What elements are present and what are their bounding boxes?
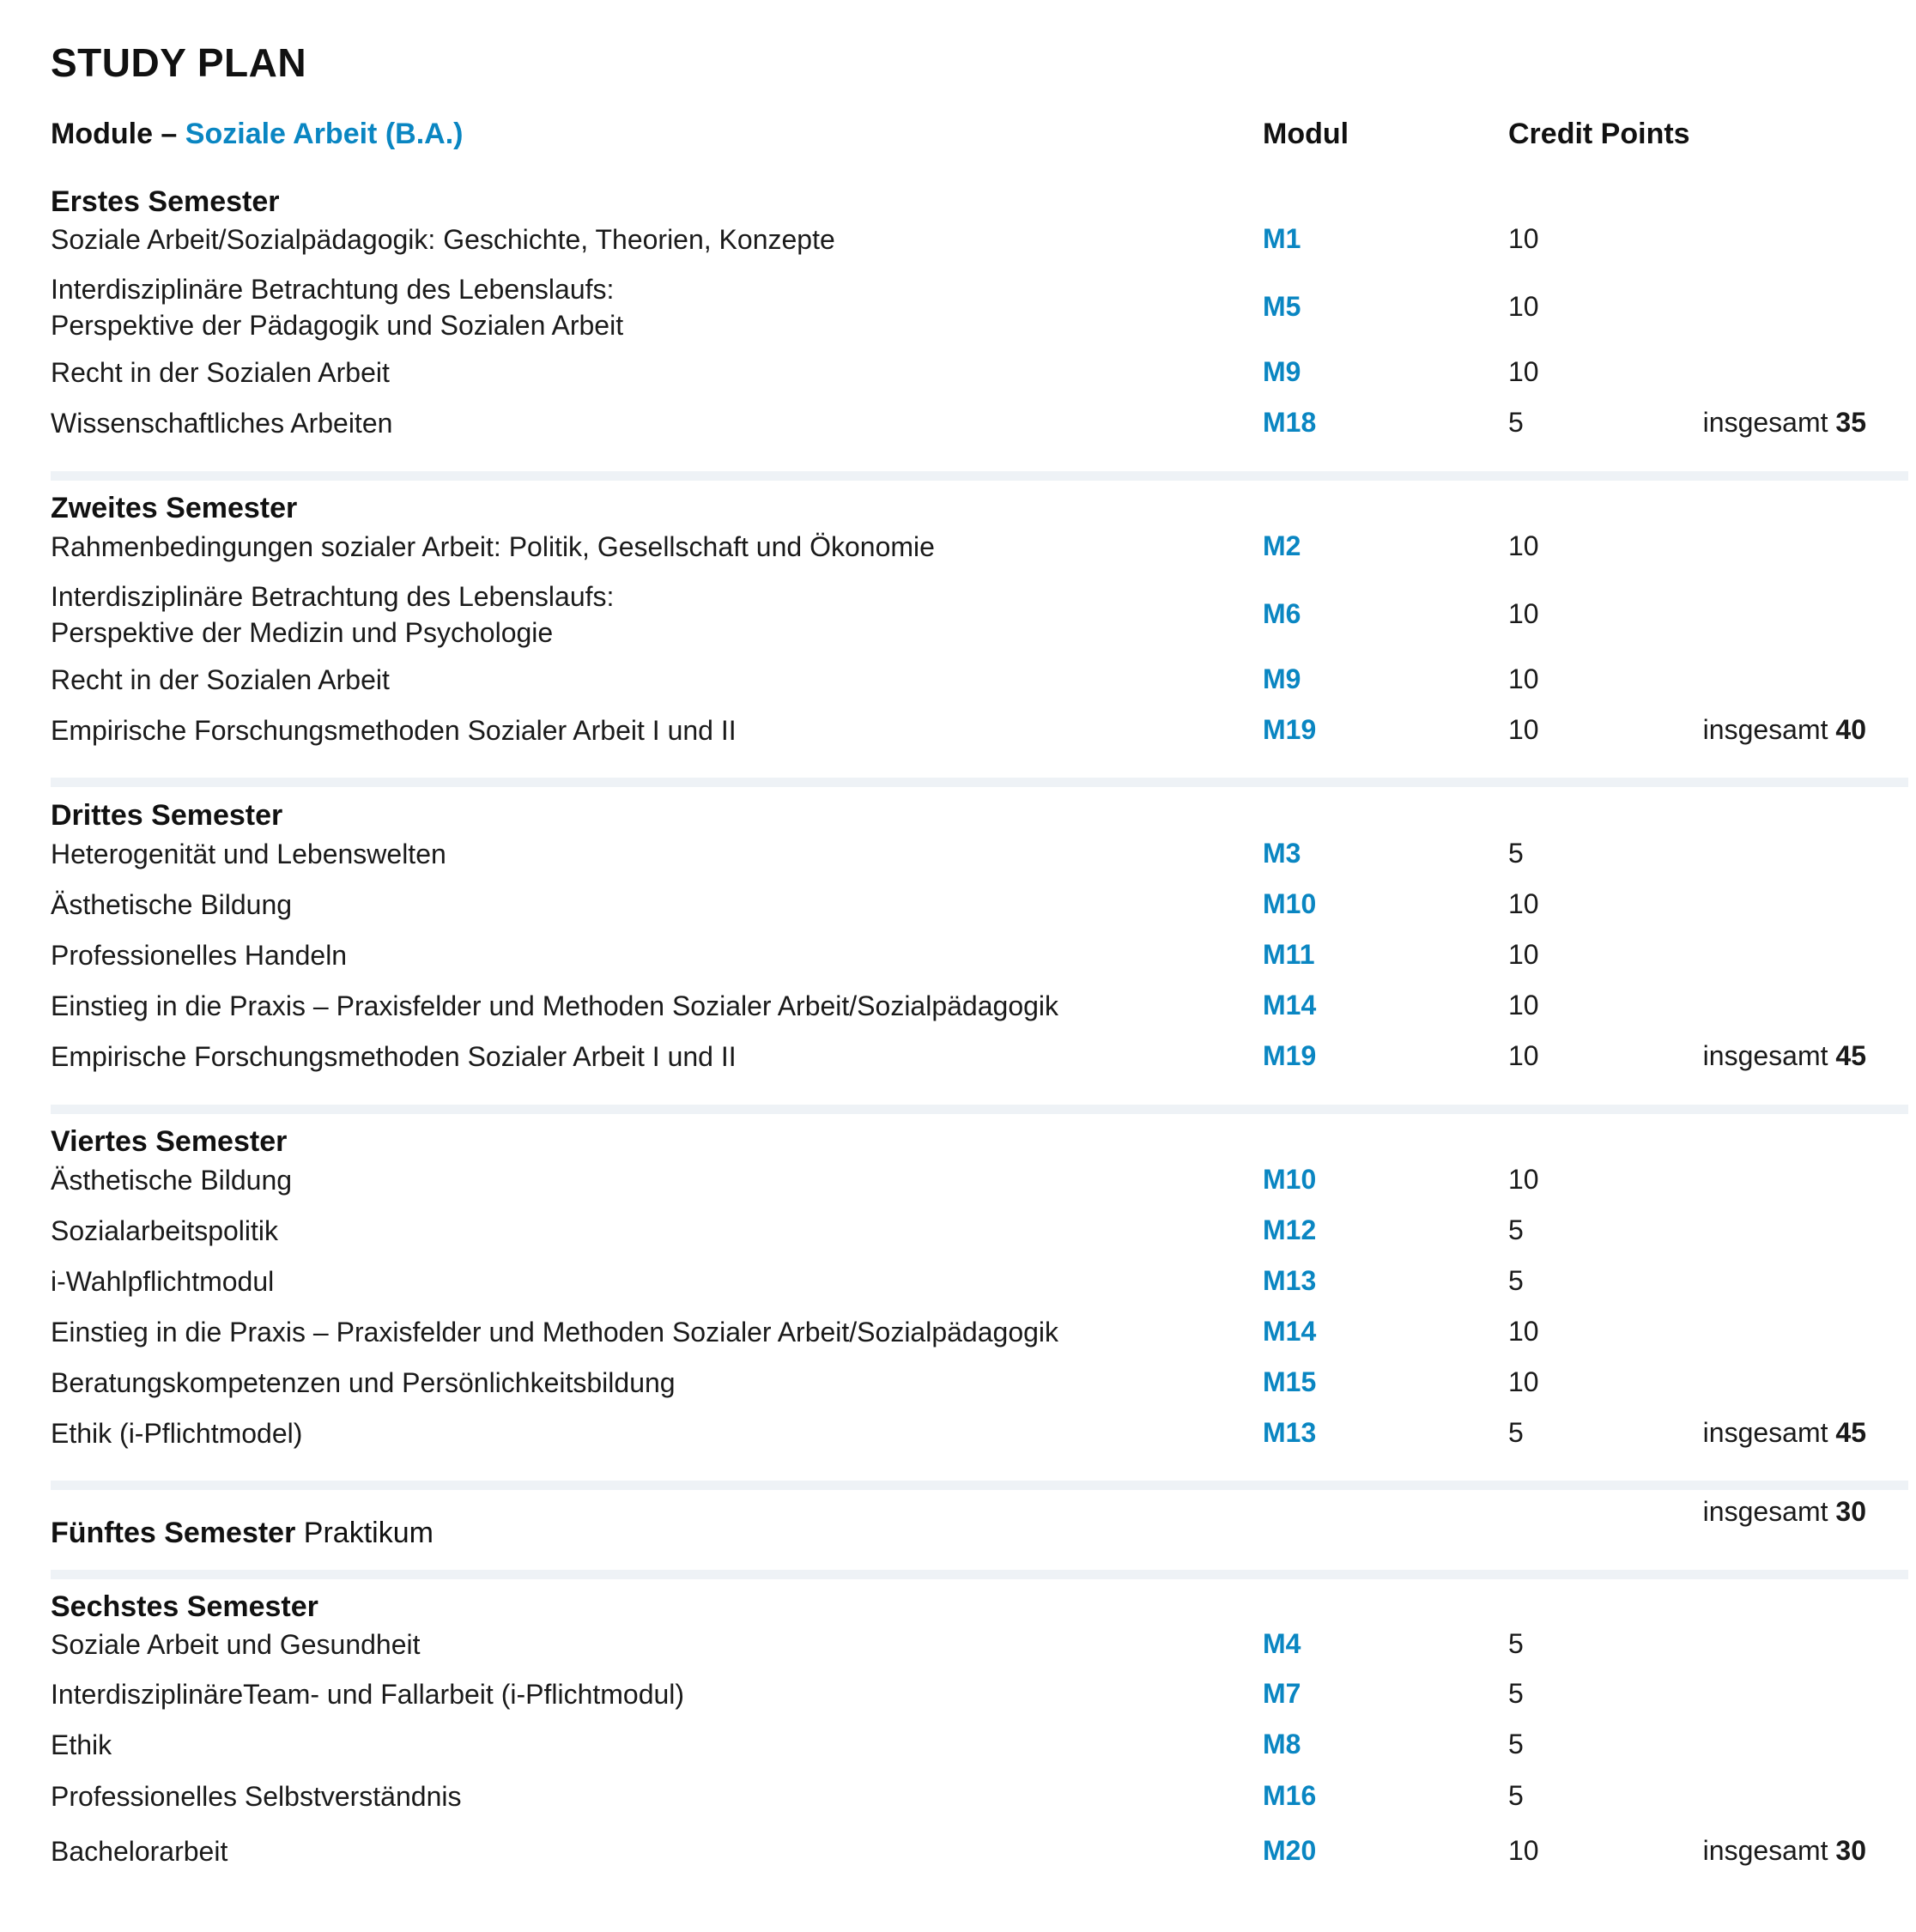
module-code: M13 bbox=[1263, 1417, 1317, 1448]
modul-column-header: Modul bbox=[1263, 118, 1349, 150]
module-code: M3 bbox=[1263, 838, 1301, 869]
module-code: M19 bbox=[1263, 714, 1317, 745]
semester-title-text: Erstes Semester bbox=[51, 185, 280, 218]
module-code: M7 bbox=[1263, 1678, 1301, 1709]
semester-title bbox=[51, 799, 282, 833]
module-code: M9 bbox=[1263, 663, 1301, 694]
module-name: Professionelles Selbstverständnis bbox=[51, 1781, 462, 1812]
semester-total-value: 45 bbox=[1835, 1040, 1866, 1071]
semester-total-label: insgesamt bbox=[1702, 407, 1836, 438]
credit-points-value: 5 bbox=[1508, 1628, 1524, 1659]
semester-title-text: Zweites Semester bbox=[51, 492, 298, 524]
semester-title bbox=[51, 1590, 318, 1624]
semester-total-value: 40 bbox=[1835, 714, 1866, 745]
module-code: M12 bbox=[1263, 1214, 1317, 1245]
credit-points-value: 5 bbox=[1508, 1678, 1524, 1709]
credit-points-value: 10 bbox=[1508, 598, 1539, 629]
module-name: Ethik bbox=[51, 1729, 112, 1760]
semester-total bbox=[1703, 407, 1866, 439]
semester-total bbox=[1703, 1496, 1866, 1528]
module-name: Ästhetische Bildung bbox=[51, 1165, 293, 1196]
semester-title bbox=[51, 1517, 434, 1550]
module-name: Rahmenbedingungen sozialer Arbeit: Politik, Gesellschaft und Ökonomie bbox=[51, 531, 935, 562]
module-name: Recht in der Sozialen Arbeit bbox=[51, 357, 390, 388]
semester-divider bbox=[51, 1481, 1908, 1490]
credit-points-column-header: Credit Points bbox=[1508, 118, 1690, 150]
credit-points-value: 5 bbox=[1508, 1729, 1524, 1759]
module-name: Wissenschaftliches Arbeiten bbox=[51, 408, 393, 439]
module-name: Beratungskompetenzen und Persönlichkeitsbildung bbox=[51, 1367, 676, 1398]
credit-points-value: 10 bbox=[1508, 663, 1539, 694]
module-code: M20 bbox=[1263, 1835, 1317, 1866]
credit-points-value: 10 bbox=[1508, 1366, 1539, 1397]
module-name: Soziale Arbeit/Sozialpädagogik: Geschichte, Theorien, Konzepte bbox=[51, 224, 835, 255]
credit-points-value: 10 bbox=[1508, 530, 1539, 561]
credit-points-value: 10 bbox=[1508, 1316, 1539, 1347]
semester-subtitle: Praktikum bbox=[303, 1517, 434, 1549]
module-code: M13 bbox=[1263, 1265, 1317, 1296]
semester-total-value: 45 bbox=[1835, 1417, 1866, 1448]
module-code: M19 bbox=[1263, 1040, 1317, 1071]
module-name: Einstieg in die Praxis – Praxisfelder und Methoden Sozialer Arbeit/Sozialpädagogik bbox=[51, 990, 1059, 1021]
credit-points-value: 10 bbox=[1508, 714, 1539, 745]
semester-title bbox=[51, 492, 297, 525]
semester-divider bbox=[51, 1570, 1908, 1579]
semester-total bbox=[1703, 1040, 1866, 1072]
semester-title bbox=[51, 1125, 287, 1159]
semester-divider bbox=[51, 778, 1908, 787]
semester-total-label: insgesamt bbox=[1702, 1417, 1836, 1448]
module-code: M6 bbox=[1263, 598, 1301, 629]
module-name: Heterogenität und Lebenswelten bbox=[51, 839, 446, 869]
module-code: M2 bbox=[1263, 530, 1301, 561]
credit-points-value: 5 bbox=[1508, 1780, 1524, 1811]
credit-points-value: 10 bbox=[1508, 1164, 1539, 1195]
module-name: Ethik (i-Pflichtmodel) bbox=[51, 1418, 303, 1449]
credit-points-value: 5 bbox=[1508, 1265, 1524, 1296]
page-title: STUDY PLAN bbox=[51, 40, 307, 85]
credit-points-value: 10 bbox=[1508, 1040, 1539, 1071]
header-dash: – bbox=[152, 118, 185, 150]
credit-points-value: 5 bbox=[1508, 1417, 1524, 1448]
module-name: Soziale Arbeit und Gesundheit bbox=[51, 1629, 421, 1660]
module-code: M9 bbox=[1263, 356, 1301, 387]
semester-title-text: Drittes Semester bbox=[51, 799, 283, 832]
module-code: M15 bbox=[1263, 1366, 1317, 1397]
semester-total-value: 35 bbox=[1835, 407, 1866, 438]
module-code: M16 bbox=[1263, 1780, 1317, 1811]
semester-total-label: insgesamt bbox=[1702, 1835, 1836, 1866]
semester-total-value: 30 bbox=[1835, 1496, 1866, 1527]
semester-total-label: insgesamt bbox=[1702, 1496, 1836, 1527]
module-name: Sozialarbeitspolitik bbox=[51, 1215, 279, 1246]
credit-points-value: 10 bbox=[1508, 291, 1539, 322]
module-code: M10 bbox=[1263, 888, 1317, 919]
module-name: Einstieg in die Praxis – Praxisfelder und Methoden Sozialer Arbeit/Sozialpädagogik bbox=[51, 1317, 1059, 1348]
semester-title bbox=[51, 185, 280, 219]
credit-points-value: 10 bbox=[1508, 888, 1539, 919]
credit-points-value: 10 bbox=[1508, 223, 1539, 254]
module-code: M14 bbox=[1263, 1316, 1317, 1347]
semester-divider bbox=[51, 471, 1908, 481]
semester-title-text: Sechstes Semester bbox=[51, 1590, 318, 1623]
credit-points-value: 10 bbox=[1508, 939, 1539, 970]
module-code: M1 bbox=[1263, 223, 1301, 254]
module-code: M18 bbox=[1263, 407, 1317, 438]
module-name: Interdisziplinäre Betrachtung des Lebenslaufs: Perspektive der Medizin und Psychologie bbox=[51, 581, 615, 648]
module-name: Bachelorarbeit bbox=[51, 1836, 228, 1867]
module-name: i-Wahlpflichtmodul bbox=[51, 1266, 275, 1297]
module-code: M4 bbox=[1263, 1628, 1301, 1659]
module-name: Empirische Forschungsmethoden Sozialer Arbeit I und II bbox=[51, 715, 737, 746]
semester-total-value: 30 bbox=[1835, 1835, 1866, 1866]
credit-points-value: 5 bbox=[1508, 407, 1524, 438]
module-name: Recht in der Sozialen Arbeit bbox=[51, 664, 390, 695]
module-name: Ästhetische Bildung bbox=[51, 889, 293, 920]
module-name: InterdisziplinäreTeam- und Fallarbeit (i-Pflichtmodul) bbox=[51, 1679, 685, 1710]
module-code: M14 bbox=[1263, 990, 1317, 1021]
module-code: M8 bbox=[1263, 1729, 1301, 1759]
module-name: Empirische Forschungsmethoden Sozialer Arbeit I und II bbox=[51, 1041, 737, 1072]
credit-points-value: 10 bbox=[1508, 1835, 1539, 1866]
credit-points-value: 10 bbox=[1508, 990, 1539, 1021]
semester-total bbox=[1703, 1835, 1866, 1867]
program-name: Soziale Arbeit (B.A.) bbox=[185, 118, 464, 150]
module-header bbox=[51, 118, 463, 151]
semester-total bbox=[1703, 1417, 1866, 1449]
semester-title-text: Fünftes Semester bbox=[51, 1517, 296, 1549]
semester-total-label: insgesamt bbox=[1702, 1040, 1836, 1071]
credit-points-value: 5 bbox=[1508, 838, 1524, 869]
semester-total-label: insgesamt bbox=[1702, 714, 1836, 745]
semester-title-text: Viertes Semester bbox=[51, 1125, 288, 1158]
semester-divider bbox=[51, 1105, 1908, 1114]
module-name: Interdisziplinäre Betrachtung des Lebenslaufs: Perspektive der Pädagogik und Sozialen Arbeit bbox=[51, 274, 624, 341]
module-code: M10 bbox=[1263, 1164, 1317, 1195]
module-code: M11 bbox=[1263, 939, 1315, 970]
credit-points-value: 10 bbox=[1508, 356, 1539, 387]
credit-points-value: 5 bbox=[1508, 1214, 1524, 1245]
module-code: M5 bbox=[1263, 291, 1301, 322]
semester-total bbox=[1703, 714, 1866, 746]
module-name: Professionelles Handeln bbox=[51, 940, 348, 971]
module-label: Module bbox=[51, 118, 153, 150]
